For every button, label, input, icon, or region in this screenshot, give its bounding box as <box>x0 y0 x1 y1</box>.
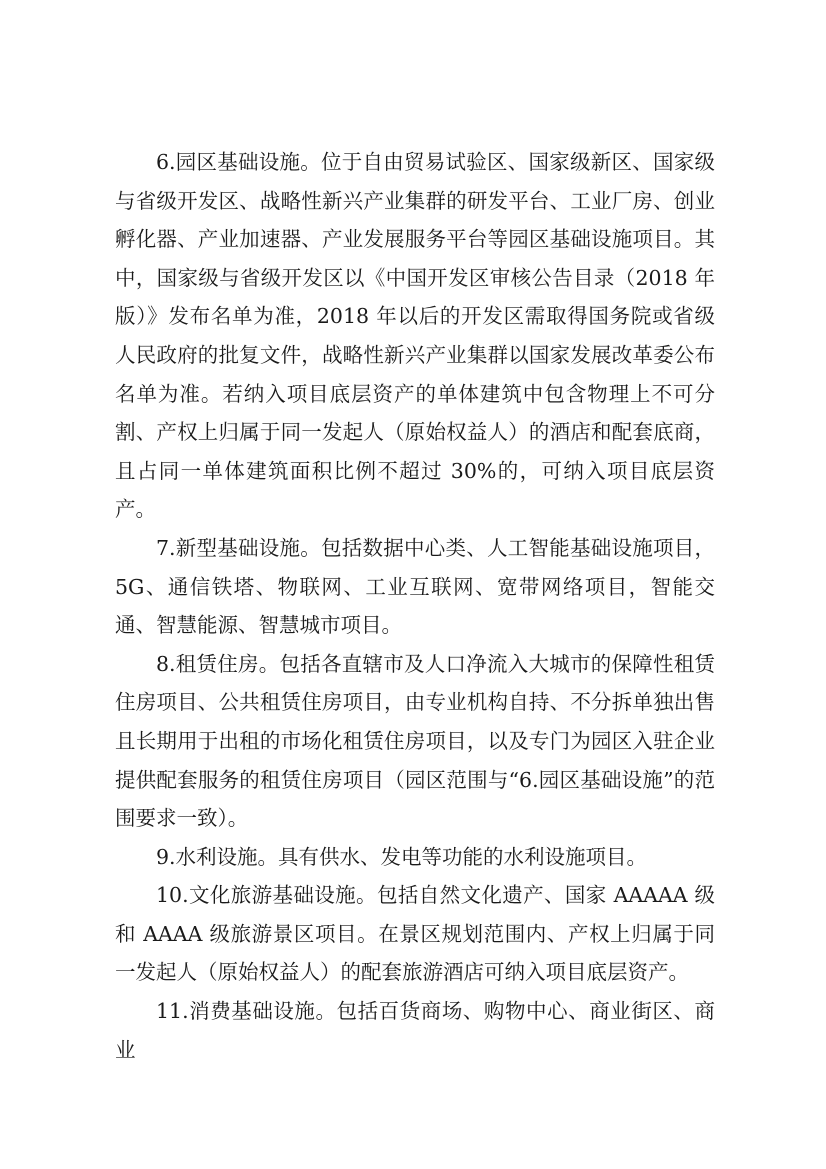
paragraph-new-infrastructure: 7.新型基础设施。包括数据中心类、人工智能基础设施项目，5G、通信铁塔、物联网、工业互联网、宽带网络项目，智能交通、智慧能源、智慧城市项目。 <box>115 535 715 638</box>
paragraph-consumption-infrastructure: 11.消费基础设施。包括百货商场、购物中心、商业街区、商业 <box>115 999 715 1062</box>
paragraph-rental-housing: 8.租赁住房。包括各直辖市及人口净流入大城市的保障性租赁住房项目、公共租赁住房项目，由专业机构自持、不分拆单独出售且长期用于出租的市场化租赁住房项目，以及专门为园区入驻企业提供配套服务的租赁住房项目（园区范围与“6.园区基础设施”的范围要求一致）。 <box>115 651 715 831</box>
paragraph-water-facilities: 9.水利设施。具有供水、发电等功能的水利设施项目。 <box>156 844 648 869</box>
document-body <box>115 143 715 1069</box>
paragraph-industrial-park-infrastructure: 6.园区基础设施。位于自由贸易试验区、国家级新区、国家级与省级开发区、战略性新兴产业集群的研发平台、工业厂房、创业孵化器、产业加速器、产业发展服务平台等园区基础设施项目。其中，国家级与省级开发区以《中国开发区审核公告目录（2018 年版）》发布名单为准，2018 年以后的开发区需取得国务院或省级人民政府的批复文件，战略性新兴产业集群以国家发展改革委公布名单为准。若纳入项目底层资产的单体建筑中包含物理上不可分割、产权上归属于同一发起人（原始权益人）的酒店和配套底商，且占同一单体建筑面积比例不超过 30%的，可纳入项目底层资产。 <box>115 150 715 522</box>
paragraph-culture-tourism-infrastructure: 10.文化旅游基础设施。包括自然文化遗产、国家 AAAAA 级和 AAAA 级旅游景区项目。在景区规划范围内、产权上归属于同一发起人（原始权益人）的配套旅游酒店可纳入项目底层资产。 <box>115 883 715 985</box>
